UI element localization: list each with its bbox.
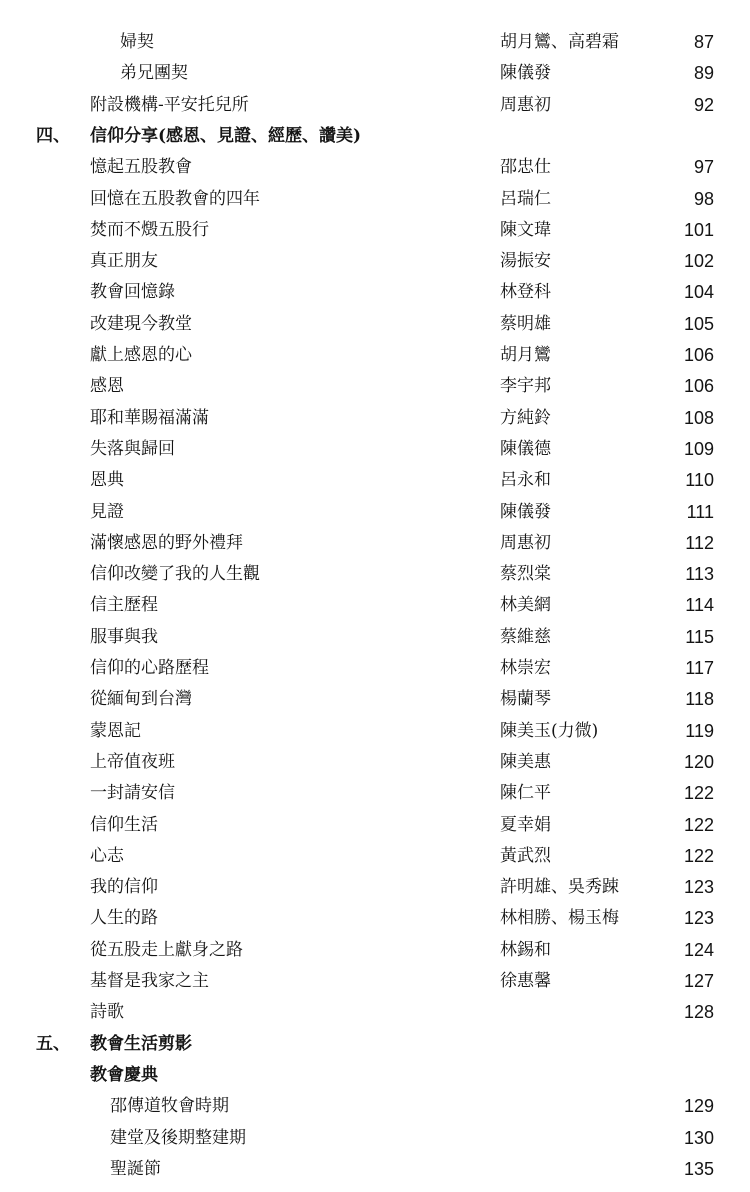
toc-entry-page: 122 <box>683 814 714 835</box>
toc-entry-page: 108 <box>683 407 714 428</box>
toc-entry-title: 附設機構-平安托兒所 <box>90 94 249 115</box>
toc-entry-page: 102 <box>683 251 714 272</box>
toc-entry <box>0 966 750 996</box>
toc-entry-author: 林登科 <box>500 282 551 303</box>
toc-entry-author: 楊蘭琴 <box>500 689 551 710</box>
toc-entry <box>0 653 750 683</box>
toc-entry-title: 信仰分享(感恩、見證、經歷、讚美) <box>90 125 362 146</box>
toc-entry-title: 真正朋友 <box>90 251 158 272</box>
toc-entry-title: 我的信仰 <box>90 877 158 898</box>
toc-entry-author: 陳文瑋 <box>500 219 551 240</box>
toc-entry <box>0 152 750 182</box>
toc-entry-title: 教會回憶錄 <box>90 282 175 303</box>
toc-entry-page: 104 <box>683 282 714 303</box>
toc-entry-title: 弟兄團契 <box>120 63 188 84</box>
toc-entry-author: 許明雄、吳秀踈 <box>500 877 619 898</box>
toc-entry-author: 蔡烈棠 <box>500 564 551 585</box>
toc-entry-title: 獻上感恩的心 <box>90 345 192 365</box>
toc-entry-author: 蔡明雄 <box>500 313 551 334</box>
toc-entry <box>0 58 750 88</box>
toc-entry-title: 失落與歸回 <box>90 438 175 459</box>
toc-entry-title: 回憶在五股教會的四年 <box>90 188 260 209</box>
toc-entry <box>0 997 750 1027</box>
toc-entry <box>0 684 750 714</box>
toc-entry-page: 106 <box>683 376 714 397</box>
toc-entry-author: 周惠初 <box>500 532 551 553</box>
toc-entry <box>0 559 750 589</box>
toc-entry-title: 建堂及後期整建期 <box>110 1127 246 1148</box>
toc-entry <box>0 903 750 933</box>
toc-entry-author: 呂永和 <box>500 470 551 491</box>
toc-entry <box>0 810 750 840</box>
toc-entry-author: 陳儀德 <box>500 438 551 459</box>
toc-entry-author: 林美網 <box>500 595 551 616</box>
toc-entry-title: 詩歌 <box>90 1002 124 1023</box>
toc-entry <box>0 27 750 57</box>
toc-entry <box>0 935 750 965</box>
toc-entry-author: 陳儀發 <box>500 501 551 522</box>
toc-entry-page: 109 <box>683 438 714 459</box>
toc-entry-title: 蒙恩記 <box>90 720 141 741</box>
toc-entry-page: 124 <box>683 939 714 960</box>
toc-entry <box>0 309 750 339</box>
toc-entry <box>0 371 750 401</box>
toc-entry-title: 見證 <box>90 501 124 522</box>
toc-entry-page: 122 <box>683 783 714 804</box>
toc-entry <box>0 590 750 620</box>
toc-entry-page: 118 <box>685 689 714 710</box>
toc-entry-title: 心志 <box>90 845 124 866</box>
toc-section-heading <box>0 1029 750 1059</box>
toc-entry-author: 夏幸娟 <box>500 814 551 835</box>
toc-entry-page: 112 <box>685 532 714 553</box>
toc-entry-page: 114 <box>685 595 714 616</box>
toc-entry-title: 信主歷程 <box>90 595 158 616</box>
toc-entry-title: 信仰的心路歷程 <box>90 658 209 678</box>
toc-entry-author: 胡月鸞 <box>500 345 551 365</box>
toc-entry <box>0 1060 750 1090</box>
toc-entry-title: 改建現今教堂 <box>90 313 192 334</box>
toc-entry-page: 101 <box>683 219 714 240</box>
toc-entry-title: 教會生活剪影 <box>90 1033 192 1054</box>
toc-entry-title: 恩典 <box>90 470 124 491</box>
toc-entry-title: 上帝值夜班 <box>90 751 175 772</box>
toc-entry <box>0 1091 750 1121</box>
toc-entry <box>0 340 750 370</box>
toc-entry <box>0 277 750 307</box>
toc-entry-title: 服事與我 <box>90 626 158 647</box>
toc-entry-page: 87 <box>693 32 714 52</box>
toc-entry-author: 湯振安 <box>500 251 551 272</box>
toc-entry-title: 憶起五股教會 <box>90 157 192 178</box>
toc-entry <box>0 497 750 527</box>
toc-entry-title: 信仰生活 <box>90 814 158 835</box>
toc-entry <box>0 716 750 746</box>
toc-entry-title: 基督是我家之主 <box>90 971 209 991</box>
toc-entry <box>0 434 750 464</box>
toc-entry-author: 林相勝、楊玉梅 <box>500 908 619 929</box>
toc-entry-page: 97 <box>693 157 714 178</box>
toc-entry-title: 從五股走上獻身之路 <box>90 939 243 960</box>
toc-entry <box>0 184 750 214</box>
toc-entry-page: 117 <box>685 658 714 678</box>
toc-entry-page: 98 <box>693 188 714 209</box>
toc-entry <box>0 465 750 495</box>
toc-entry-title: 感恩 <box>90 376 124 397</box>
toc-entry <box>0 778 750 808</box>
toc-entry <box>0 215 750 245</box>
toc-entry-author: 方純鈴 <box>500 407 551 428</box>
toc-entry-title: 從緬甸到台灣 <box>90 689 192 710</box>
toc-entry-title: 邵傳道牧會時期 <box>110 1096 229 1117</box>
toc-entry <box>0 1154 750 1184</box>
toc-entry-page: 123 <box>683 877 714 898</box>
toc-entry-page: 92 <box>693 94 714 115</box>
toc-entry <box>0 622 750 652</box>
toc-entry-title: 焚而不燬五股行 <box>90 219 209 240</box>
toc-entry <box>0 246 750 276</box>
toc-entry-page: 128 <box>683 1002 714 1023</box>
toc-entry-page: 106 <box>683 345 714 365</box>
toc-entry-title: 人生的路 <box>90 908 158 929</box>
toc-entry-title: 聖誕節 <box>110 1158 161 1179</box>
toc-entry-author: 周惠初 <box>500 94 551 115</box>
toc-entry <box>0 1123 750 1153</box>
toc-entry-page: 122 <box>683 845 714 866</box>
toc-entry-author: 陳美玉(力微) <box>500 720 599 741</box>
toc-entry-author: 蔡維慈 <box>500 626 551 647</box>
toc-entry <box>0 747 750 777</box>
toc-entry-page: 135 <box>683 1158 714 1179</box>
toc-entry-page: 130 <box>683 1127 714 1148</box>
toc-entry-page: 113 <box>685 564 714 585</box>
toc-entry-page: 119 <box>685 720 714 741</box>
toc-entry-author: 陳美惠 <box>500 751 551 772</box>
toc-entry-author: 呂瑞仁 <box>500 188 551 209</box>
toc-entry-title: 一封請安信 <box>90 783 175 804</box>
toc-entry-author: 黃武烈 <box>500 845 551 866</box>
toc-entry <box>0 403 750 433</box>
toc-entry-page: 105 <box>683 313 714 334</box>
toc-entry-title: 婦契 <box>120 32 154 52</box>
toc-entry-title: 信仰改變了我的人生觀 <box>90 564 260 585</box>
toc-entry-page: 110 <box>685 470 714 491</box>
toc-entry-author: 李宇邦 <box>500 376 551 397</box>
toc-entry <box>0 528 750 558</box>
toc-section-number: 五、 <box>36 1033 70 1054</box>
toc-entry-page: 120 <box>683 751 714 772</box>
toc-entry-author: 邵忠仕 <box>500 157 551 178</box>
toc-entry-author: 林崇宏 <box>500 658 551 678</box>
toc-entry-page: 115 <box>685 626 714 647</box>
toc-entry-title: 教會慶典 <box>90 1064 158 1085</box>
toc-entry-author: 胡月鸞、高碧霜 <box>500 32 619 52</box>
toc-entry-page: 89 <box>693 63 714 84</box>
toc-entry-author: 陳儀發 <box>500 63 551 84</box>
toc-entry-title: 滿懷感恩的野外禮拜 <box>90 532 243 553</box>
toc-entry-author: 徐惠馨 <box>500 971 551 991</box>
toc-entry-page: 111 <box>686 501 714 522</box>
toc-entry <box>0 841 750 871</box>
toc-entry <box>0 872 750 902</box>
toc-section-heading <box>0 121 750 151</box>
toc-entry <box>0 90 750 120</box>
toc-entry-page: 129 <box>683 1096 714 1117</box>
toc-section-number: 四、 <box>36 125 70 146</box>
toc-entry-page: 123 <box>683 908 714 929</box>
toc-entry-author: 林錫和 <box>500 939 551 960</box>
toc-entry-title: 耶和華賜福滿滿 <box>90 407 209 428</box>
toc-entry-author: 陳仁平 <box>500 783 551 804</box>
toc-entry-page: 127 <box>683 971 714 991</box>
